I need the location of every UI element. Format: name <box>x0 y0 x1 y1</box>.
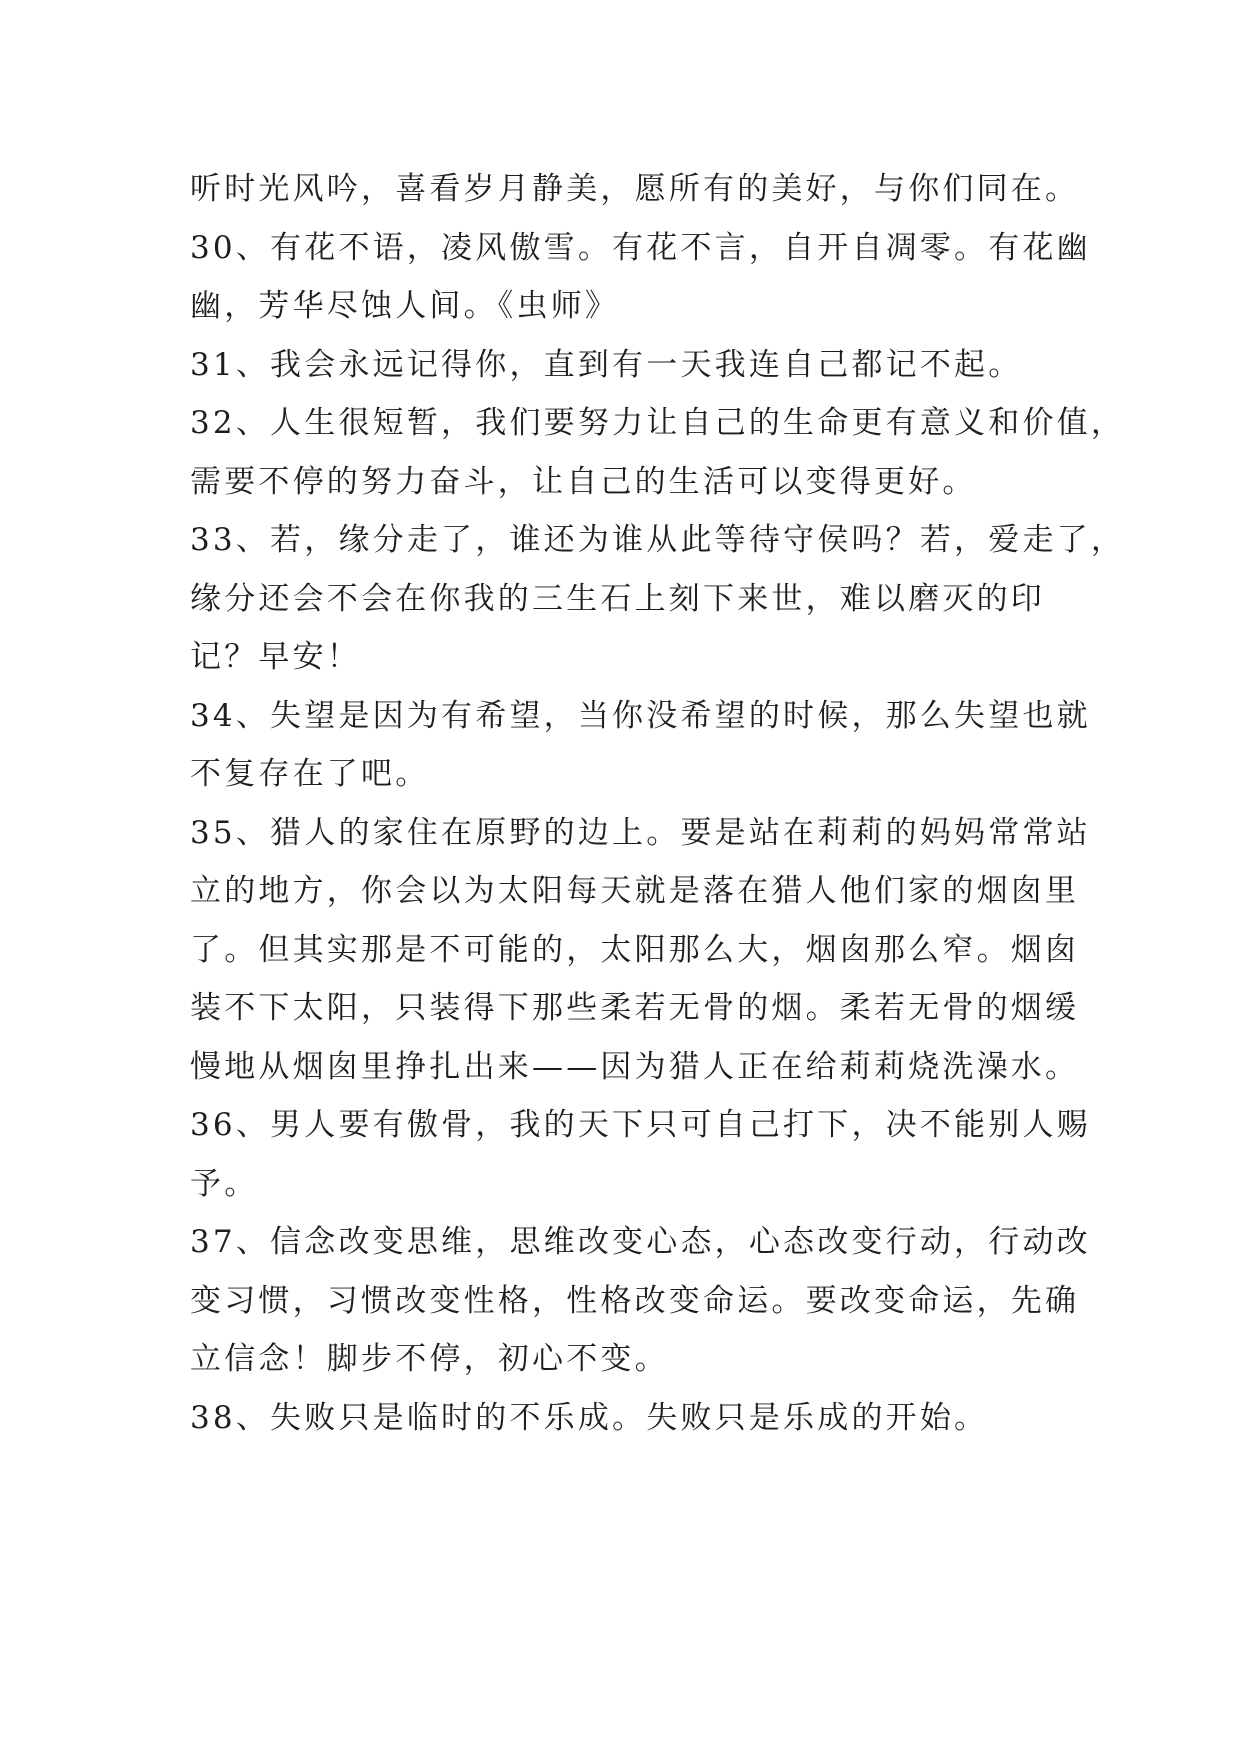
text-line: 听时光风吟，喜看岁月静美，愿所有的美好，与你们同在。 <box>190 171 1080 207</box>
text-line: 变习惯，习惯改变性格，性格改变命运。要改变命运，先确 <box>190 1282 1080 1319</box>
text-line: 立的地方，你会以为太阳每天就是落在猎人他们家的烟囱里 <box>190 873 1080 909</box>
text-line: 38、失败只是临时的不乐成。失败只是乐成的开始。 <box>190 1399 989 1436</box>
text-line: 37、信念改变思维，思维改变心态，心态改变行动，行动改 <box>190 1224 1091 1260</box>
text-line: 33、若，缘分走了，谁还为谁从此等待守侯吗？若，爱走了， <box>190 522 1126 558</box>
text-line: 幽，芳华尽蚀人间。《虫师》 <box>190 288 620 324</box>
text-line: 31、我会永远记得你，直到有一天我连自己都记不起。 <box>190 346 1023 383</box>
text-line: 需要不停的努力奋斗，让自己的生活可以变得更好。 <box>190 463 977 500</box>
text-line: 32、人生很短暂，我们要努力让自己的生命更有意义和价值， <box>190 405 1126 441</box>
text-line: 35、猎人的家住在原野的边上。要是站在莉莉的妈妈常常站 <box>190 814 1091 851</box>
text-line: 予。 <box>190 1165 259 1202</box>
body-text <box>190 160 1126 1447</box>
text-line: 不复存在了吧。 <box>190 756 430 792</box>
text-line: 了。但其实那是不可能的，太阳那么大，烟囱那么窄。烟囱 <box>190 931 1080 968</box>
text-line: 34、失望是因为有希望，当你没希望的时候，那么失望也就 <box>190 697 1091 734</box>
text-line: 立信念！脚步不停，初心不变。 <box>190 1341 669 1377</box>
text-line: 慢地从烟囱里挣扎出来——因为猎人正在给莉莉烧洗澡水。 <box>190 1048 1080 1085</box>
text-line: 30、有花不语，凌风傲雪。有花不言，自开自凋零。有花幽 <box>190 229 1091 266</box>
text-line: 缘分还会不会在你我的三生石上刻下来世，难以磨灭的印 <box>190 580 1045 617</box>
text-line: 装不下太阳，只装得下那些柔若无骨的烟。柔若无骨的烟缓 <box>190 990 1080 1026</box>
text-line: 记？早安！ <box>190 639 361 675</box>
text-line: 36、男人要有傲骨，我的天下只可自己打下，决不能别人赐 <box>190 1107 1091 1143</box>
